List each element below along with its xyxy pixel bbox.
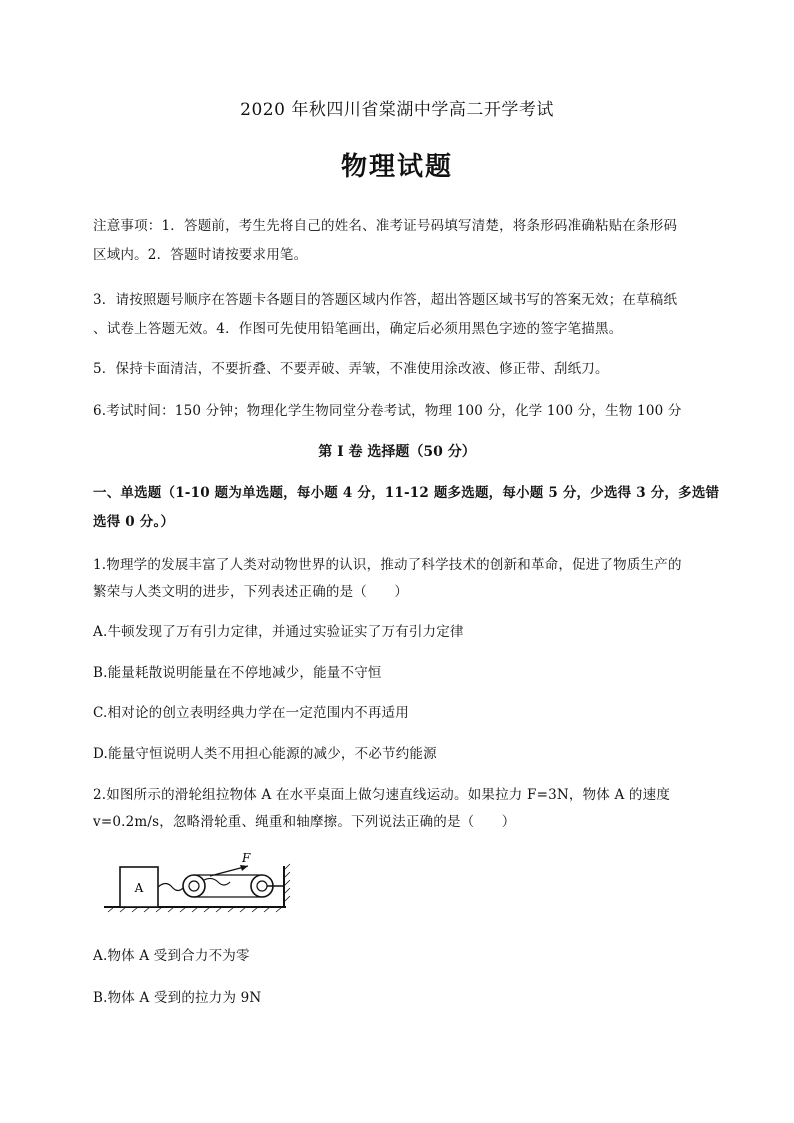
section-instruction-1: 一、单选题（1-10 题为单选题，每小题 4 分，11-12 题多选题，每小题 5 分，少选得 3 分，多选错 bbox=[93, 485, 720, 501]
movable-pulley-axle bbox=[189, 881, 199, 891]
section-heading: 第 I 卷 选择题（50 分） bbox=[318, 444, 476, 460]
notice-line-2: 区域内。2．答题时请按要求用笔。 bbox=[93, 247, 308, 263]
q1-option-a: A.牛顿发现了万有引力定律，并通过实验证实了万有引力定律 bbox=[93, 624, 464, 640]
rope-free-end bbox=[204, 878, 230, 885]
q2-stem-line-2: v=0.2m/s，忽略滑轮重、绳重和轴摩擦。下列说法正确的是（ ） bbox=[93, 814, 516, 830]
q1-option-d: D.能量守恒说明人类不用担心能源的减少，不必节约能源 bbox=[93, 746, 437, 762]
force-arrowhead bbox=[240, 865, 248, 871]
notice-line-6: 6.考试时间：150 分钟；物理化学生物同堂分卷考试，物理 100 分，化学 100 分，生物 100 分 bbox=[93, 403, 682, 419]
notice-line-5: 5．保持卡面清洁，不要折叠、不要弄破、弄皱，不准使用涂改液、修正带、刮纸刀。 bbox=[93, 361, 609, 377]
q1-option-c: C.相对论的创立表明经典力学在一定范围内不再适用 bbox=[93, 705, 409, 721]
q1-stem-line-2: 繁荣与人类文明的进步，下列表述正确的是（ ） bbox=[93, 584, 409, 600]
exam-subtitle: 2020 年秋四川省棠湖中学高二开学考试 bbox=[240, 100, 554, 120]
notice-line-3: 3．请按照题号顺序在答题卡各题目的答题区域内作答，超出答题区域书写的答案无效；在草稿纸 bbox=[93, 292, 678, 308]
q1-option-b: B.能量耗散说明能量在不停地减少，能量不守恒 bbox=[93, 665, 382, 681]
fixed-pulley-axle bbox=[257, 881, 267, 891]
q2-option-b: B.物体 A 受到的拉力为 9N bbox=[93, 990, 262, 1006]
notice-line-1: 注意事项：1．答题前，考生先将自己的姓名、准考证号码填写清楚，将条形码准确粘贴在条形码 bbox=[93, 218, 678, 234]
q2-option-a: A.物体 A 受到合力不为零 bbox=[93, 948, 250, 964]
block-a-label: A bbox=[134, 881, 144, 895]
pulley-diagram bbox=[100, 852, 300, 916]
hook bbox=[158, 884, 184, 891]
notice-line-4: 、试卷上答题无效。4．作图可先使用铅笔画出，确定后必须用黑色字迹的签字笔描黑。 bbox=[93, 321, 623, 337]
q1-stem-line-1: 1.物理学的发展丰富了人类对动物世界的认识，推动了科学技术的创新和革命，促进了物质生产的 bbox=[93, 557, 682, 573]
q2-stem-line-1: 2.如图所示的滑轮组拉物体 A 在水平桌面上做匀速直线运动。如果拉力 F=3N，物体 A 的速度 bbox=[93, 787, 671, 803]
force-label: F bbox=[242, 852, 251, 865]
section-instruction-2: 选得 0 分。） bbox=[93, 514, 175, 530]
exam-title: 物理试题 bbox=[340, 152, 453, 182]
